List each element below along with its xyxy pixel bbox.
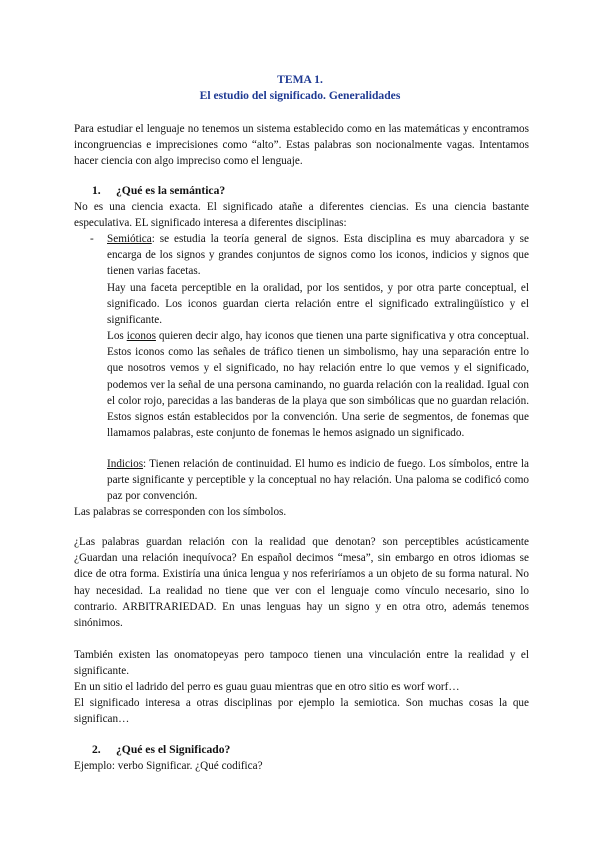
arbitrariedad-paragraph: ¿Las palabras guardan relación con la realidad que denotan? son perceptibles acústicamente ¿Guardan una relación inequívoca? En español decimos “mesa”, sin embargo en otros idiomas se dice de otra forma. Existiría una única lengua y nos referiríamos a un objeto de su forma natural. No hay necesidad. La realidad no tiene que ver con el lenguaje como vínculo necesario, sino lo contrario. ARBITRARIEDAD. En unas lenguas hay un signo y en otra otro, además tenemos sinónimos. — [74, 536, 529, 630]
indicios-text: : Tienen relación de continuidad. El humo es indicio de fuego. Los símbolos, entre la parte significante y perceptible y la conceptual no hay relación. Una paloma se codificó como paz por convención. — [107, 458, 529, 503]
section-2-number: 2. — [92, 743, 101, 756]
section-1-closing: Las palabras se corresponden con los símbolos. — [74, 506, 287, 518]
section-2-title: ¿Qué es el Significado? — [116, 743, 231, 756]
iconos-paragraph — [107, 328, 529, 441]
list-bullet: - — [90, 233, 94, 245]
section-2-heading — [92, 742, 230, 758]
ladrido-line: En un sitio el ladrido del perro es guau guau mientras que en otro sitio es worf worf… — [74, 681, 460, 693]
document-title: TEMA 1. — [277, 73, 323, 86]
onomatopeyas-paragraph: También existen las onomatopeyas pero tampoco tienen una vinculación entre la realidad y el significante. — [74, 649, 529, 678]
interesa-paragraph: El significado interesa a otras disciplinas por ejemplo la semiotica. Son muchas cosas la que significan… — [74, 697, 529, 726]
semiotica-term: Semiótica — [107, 233, 152, 245]
document-subtitle: El estudio del significado. Generalidades — [199, 89, 401, 102]
section-2-ejemplo: Ejemplo: verbo Significar. ¿Qué codifica? — [74, 760, 263, 772]
semiotica-text: : se estudia la teoría general de signos. Esta disciplina es muy abarcadora y se encarga de los signos y grandes conjuntos de signos como los iconos, indicios y signos que tienen varias facetas. — [107, 233, 529, 278]
section-1-title: ¿Qué es la semántica? — [116, 184, 226, 197]
intro-paragraph: Para estudiar el lenguaje no tenemos un sistema establecido como en las matemáticas y encontramos incongruencias e imprecisiones como “alto”. Estas palabras son nocionalmente vagas. Intentamos hacer ciencia con algo impreciso como el lenguaje. — [74, 123, 529, 168]
iconos-text: quieren decir algo, hay iconos que tienen una parte significativa y otra conceptual. Estos iconos como las señales de tráfico tienen un simbolismo, hay una separación entre lo que nosotros vemos y el significado, no hay relación entre lo que vemos y el significado, podemos ver la señal de una persona caminando, no guarda relación con la realidad. Igual con el color rojo, parecidas a las banderas de la playa que son simbólicas que no guardan relación. Estos signos están establecidos por la convención. Una serie de segmentos, de fonemas que llamamos palabras, este conjunto de fonemas le hemos asignado un significado. — [107, 330, 529, 440]
section-1-heading — [92, 183, 225, 199]
indicios-term: Indicios — [107, 458, 144, 470]
iconos-term: iconos — [126, 330, 156, 342]
indicios-paragraph — [107, 456, 529, 505]
section-1-paragraph: No es una ciencia exacta. El significado atañe a diferentes ciencias. Es una ciencia bastante especulativa. EL significado interesa a diferentes disciplinas: — [74, 201, 529, 230]
iconos-prefix: Los — [107, 330, 127, 342]
section-1-number: 1. — [92, 184, 101, 197]
semiotica-paragraph — [107, 231, 529, 280]
faceta-paragraph: Hay una faceta perceptible en la oralidad, por los sentidos, y por otra parte conceptual, el significado. Los iconos guardan cierta relación entre el significado extralingüístico y el significante. — [107, 282, 529, 327]
